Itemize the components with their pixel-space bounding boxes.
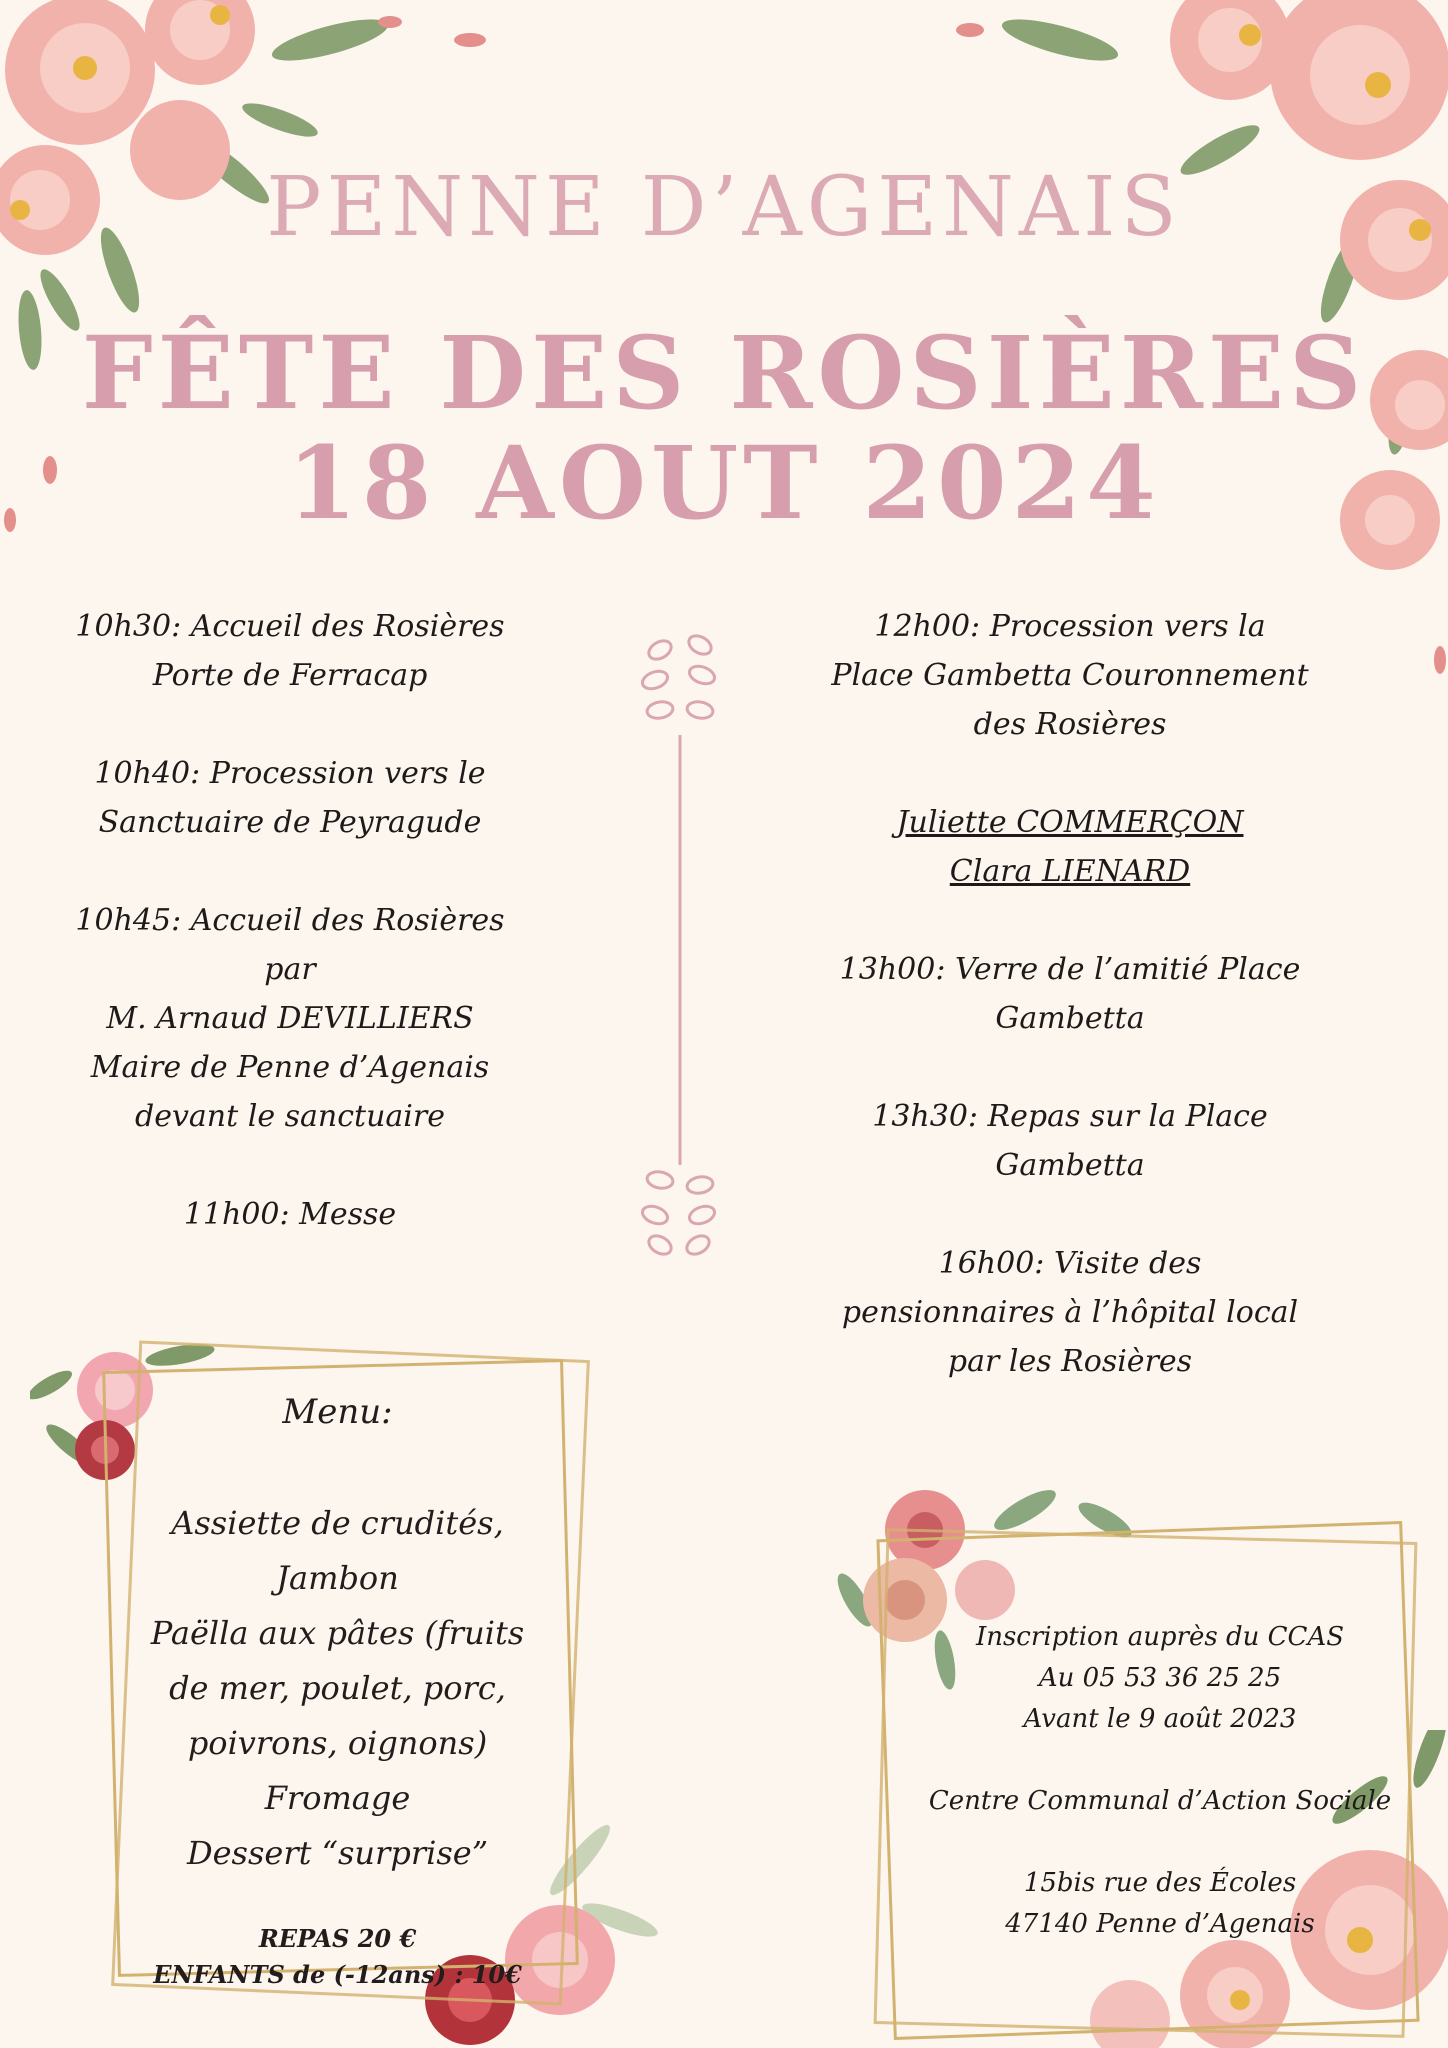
schedule-line: Maire de Penne d’Agenais [90,1050,490,1085]
menu-item: poivrons, oignons) [187,1724,488,1762]
schedule-left [40,602,540,1239]
menu-item: Dessert “surprise” [186,1834,489,1872]
menu-item: de mer, poulet, porc, [169,1669,506,1707]
schedule-line: 10h40: Procession vers le [94,756,486,791]
schedule-right [810,602,1330,1386]
schedule-line: 13h30: Repas sur la Place [872,1099,1268,1134]
menu-title: Menu: [282,1392,393,1432]
registration-line: Inscription auprès du CCAS [975,1622,1345,1652]
registration-deadline: Avant le 9 août 2023 [1023,1704,1297,1734]
schedule-line: par [264,952,316,987]
menu-box [120,1390,555,1993]
schedule-line: Place Gambetta Couronnement [831,658,1309,693]
schedule-line: 12h00: Procession vers la [874,609,1266,644]
event-title [0,314,1448,542]
address-city: 47140 Penne d’Agenais [1005,1909,1315,1939]
rosiere-name: Juliette COMMERÇON [896,805,1244,840]
price-adult: REPAS 20 € [258,1924,417,1953]
price-child: ENFANTS de (-12ans) : 10€ [153,1960,522,1989]
schedule-line: 10h30: Accueil des Rosières [75,609,505,644]
menu-item: Fromage [264,1779,411,1817]
address-street: 15bis rue des Écoles [1023,1868,1297,1898]
schedule-line: 11h00: Messe [183,1197,397,1232]
town-title: PENNE D’AGENAIS [266,160,1182,255]
schedule-line: Gambetta [995,1148,1145,1183]
menu-item: Paëlla aux pâtes (fruits [150,1614,525,1652]
rosiere-name: Clara LIENARD [949,854,1191,889]
schedule-line: par les Rosières [947,1344,1193,1379]
menu-item: Assiette de crudités, Jambon [171,1504,504,1597]
registration-phone: Au 05 53 36 25 25 [1038,1663,1282,1693]
schedule-line: Gambetta [995,1001,1145,1036]
center-divider-ornament [630,625,730,1265]
schedule-line: 13h00: Verre de l’amitié Place [839,952,1301,987]
schedule-line: 16h00: Visite des [938,1246,1202,1281]
schedule-line: 10h45: Accueil des Rosières [75,903,505,938]
event-date: 18 AOUT 2024 [287,424,1161,542]
schedule-line: des Rosières [973,707,1167,742]
organization-name: Centre Communal d’Action Sociale [928,1786,1392,1816]
info-box [920,1617,1400,1945]
schedule-line: Porte de Ferracap [152,658,428,693]
event-name: FÊTE DES ROSIÈRES [81,314,1367,432]
schedule-line: devant le sanctuaire [135,1099,445,1134]
schedule-line: pensionnaires à l’hôpital local [841,1295,1299,1330]
schedule-line: M. Arnaud DEVILLIERS [106,1001,474,1036]
schedule-line: Sanctuaire de Peyragude [98,805,482,840]
